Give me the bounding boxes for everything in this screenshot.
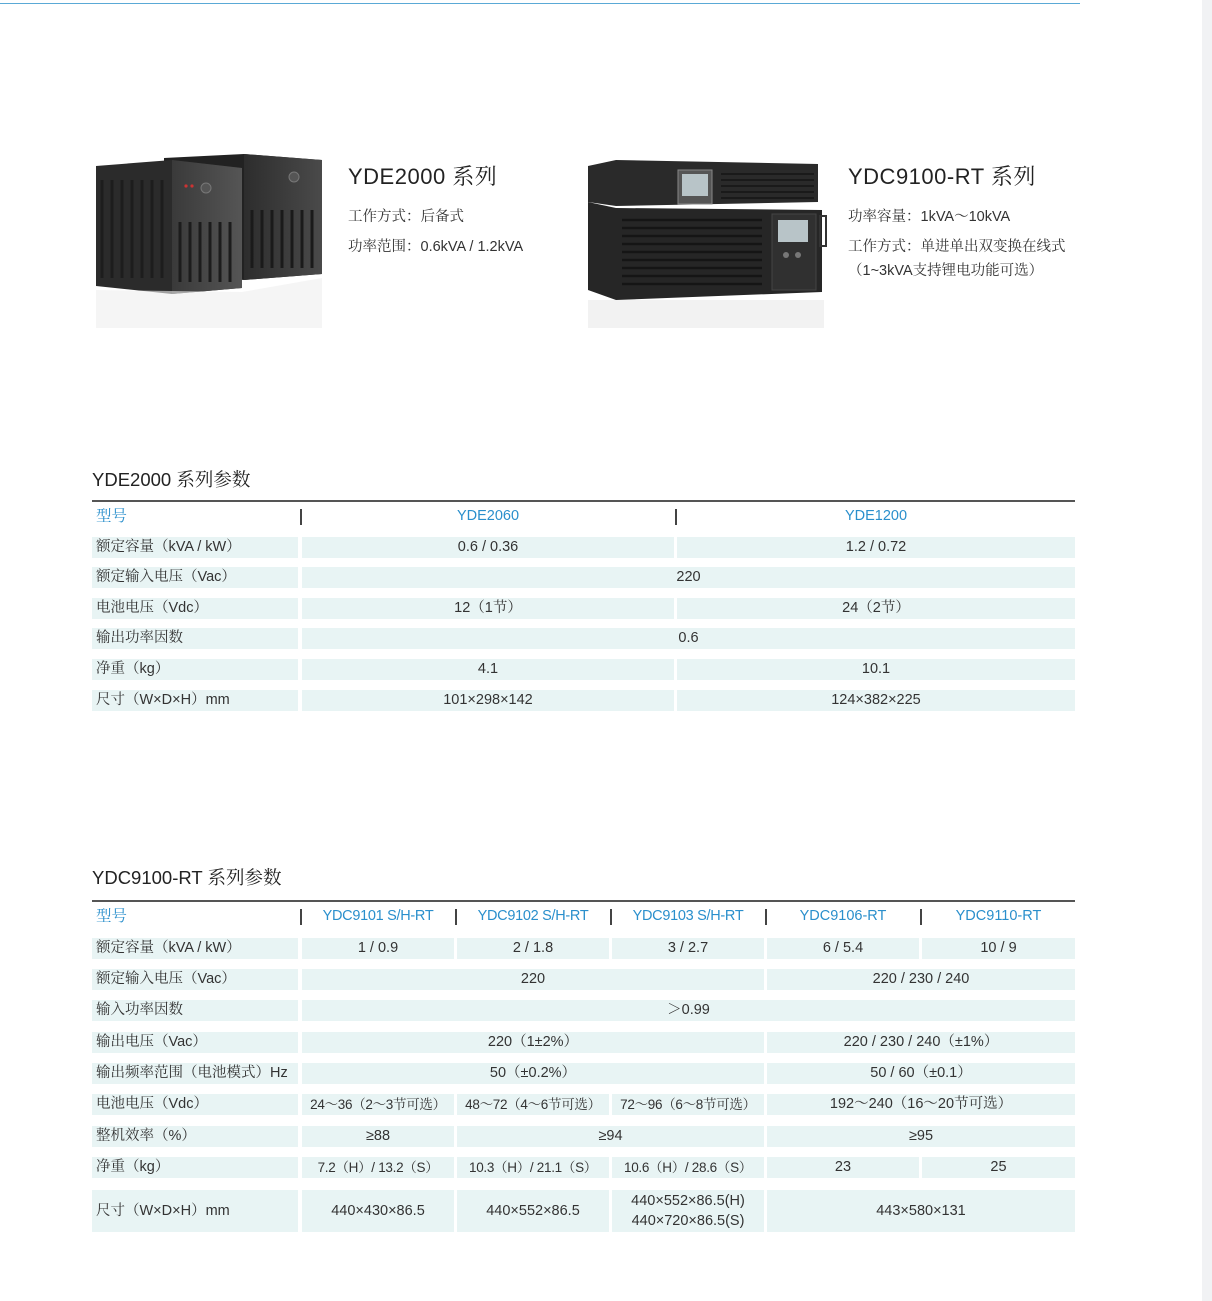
table1-header-row bbox=[92, 506, 1075, 527]
cell: 24～36（2～3节可选） bbox=[302, 1094, 454, 1115]
cell: ≥95 bbox=[767, 1126, 1075, 1147]
cell: 23 bbox=[767, 1157, 919, 1178]
table1-row bbox=[92, 628, 1075, 649]
cell: 220（1±2%） bbox=[302, 1032, 764, 1053]
cell bbox=[612, 1190, 764, 1232]
cell: 50（±0.2%） bbox=[302, 1063, 764, 1084]
row-label: 净重（kg） bbox=[92, 1157, 298, 1178]
row-label: 额定输入电压（Vac） bbox=[92, 969, 298, 990]
cell: 50 / 60（±0.1） bbox=[767, 1063, 1075, 1084]
cell: 192～240（16～20节可选） bbox=[767, 1094, 1075, 1115]
page-edge-bar bbox=[1202, 0, 1212, 1301]
cell: 10.1 bbox=[677, 659, 1075, 680]
cell: 48～72（4～6节可选） bbox=[457, 1094, 609, 1115]
product-spec-line: 功率范围：0.6kVA / 1.2kVA bbox=[348, 239, 524, 255]
product-spec-line: 功率容量：1kVA～10kVA bbox=[848, 209, 1011, 225]
table2-title: YDC9100-RT 系列参数 bbox=[92, 867, 282, 888]
row-label: 尺寸（W×D×H）mm bbox=[92, 690, 298, 711]
product-spec-line: （1~3kVA支持锂电功能可选） bbox=[848, 263, 1044, 279]
cell: 101×298×142 bbox=[302, 690, 674, 711]
cell: 440×552×86.5 bbox=[457, 1190, 609, 1232]
table1-top-rule bbox=[92, 500, 1075, 502]
row-label: 输出频率范围（电池模式）Hz bbox=[92, 1063, 298, 1084]
header-label: 型号 bbox=[96, 508, 128, 525]
cell: 443×580×131 bbox=[767, 1190, 1075, 1232]
product-spec-line: 工作方式：后备式 bbox=[348, 209, 464, 225]
model-ydc9101: YDC9101 S/H-RT bbox=[322, 908, 434, 924]
cell: 10 / 9 bbox=[922, 938, 1075, 959]
table1-row bbox=[92, 690, 1075, 711]
cell: 10.6（H）/ 28.6（S） bbox=[612, 1157, 764, 1178]
table2-row bbox=[92, 969, 1075, 990]
table2-row bbox=[92, 1063, 1075, 1084]
model-ydc9103: YDC9103 S/H-RT bbox=[632, 908, 744, 924]
row-label: 额定容量（kVA / kW） bbox=[92, 537, 298, 558]
ydc9100-product-image bbox=[586, 140, 830, 328]
cell: 24（2节） bbox=[677, 598, 1075, 619]
cell: 124×382×225 bbox=[677, 690, 1075, 711]
table1-row bbox=[92, 598, 1075, 619]
table2-header-row bbox=[92, 906, 1075, 927]
cell: 4.1 bbox=[302, 659, 674, 680]
cell-line: 440×720×86.5(S) bbox=[631, 1213, 745, 1229]
product-name: YDC9100-RT 系列 bbox=[848, 164, 1036, 189]
model-ydc9106: YDC9106-RT bbox=[799, 908, 887, 924]
cell: 10.3（H）/ 21.1（S） bbox=[457, 1157, 609, 1178]
row-label: 电池电压（Vdc） bbox=[92, 1094, 298, 1115]
yde2000-product-image bbox=[94, 150, 326, 328]
cell: 1.2 / 0.72 bbox=[677, 537, 1075, 558]
table2-row bbox=[92, 1094, 1075, 1115]
cell: 0.6 bbox=[302, 628, 1075, 649]
cell: 2 / 1.8 bbox=[457, 938, 609, 959]
table1-row bbox=[92, 659, 1075, 680]
row-label: 额定输入电压（Vac） bbox=[92, 567, 298, 588]
cell: ≥88 bbox=[302, 1126, 454, 1147]
top-rule bbox=[0, 3, 1080, 4]
cell: 1 / 0.9 bbox=[302, 938, 454, 959]
row-label: 输入功率因数 bbox=[92, 1000, 298, 1021]
cell: 3 / 2.7 bbox=[612, 938, 764, 959]
row-label: 输出电压（Vac） bbox=[92, 1032, 298, 1053]
cell: 220 / 230 / 240 bbox=[767, 969, 1075, 990]
cell: 0.6 / 0.36 bbox=[302, 537, 674, 558]
table1-title: YDE2000 系列参数 bbox=[92, 469, 251, 490]
row-label: 电池电压（Vdc） bbox=[92, 598, 298, 619]
row-label: 额定容量（kVA / kW） bbox=[92, 938, 298, 959]
cell: 220 / 230 / 240（±1%） bbox=[767, 1032, 1075, 1053]
table2-row bbox=[92, 1000, 1075, 1021]
model-yde2060: YDE2060 bbox=[456, 508, 520, 524]
row-label: 整机效率（%） bbox=[92, 1126, 298, 1147]
cell: 220 bbox=[302, 567, 1075, 588]
cell: 7.2（H）/ 13.2（S） bbox=[302, 1157, 454, 1178]
table1-row bbox=[92, 567, 1075, 588]
header-label: 型号 bbox=[96, 908, 128, 925]
cell: 25 bbox=[922, 1157, 1075, 1178]
table2-row bbox=[92, 1032, 1075, 1053]
cell: 440×430×86.5 bbox=[302, 1190, 454, 1232]
cell: ≥94 bbox=[457, 1126, 764, 1147]
table2-row bbox=[92, 1126, 1075, 1147]
table1-row bbox=[92, 537, 1075, 558]
row-label: 净重（kg） bbox=[92, 659, 298, 680]
row-label: 尺寸（W×D×H）mm bbox=[92, 1190, 298, 1232]
cell: 6 / 5.4 bbox=[767, 938, 919, 959]
table2-row bbox=[92, 938, 1075, 959]
cell: 72～96（6～8节可选） bbox=[612, 1094, 764, 1115]
yde2000-info bbox=[348, 160, 523, 259]
cell: ＞0.99 bbox=[302, 1000, 1075, 1021]
product-spec-line: 工作方式：单进单出双变换在线式 bbox=[848, 239, 1066, 255]
model-ydc9110: YDC9110-RT bbox=[955, 908, 1042, 924]
model-ydc9102: YDC9102 S/H-RT bbox=[477, 908, 589, 924]
cell-line: 440×552×86.5(H) bbox=[631, 1193, 745, 1209]
cell: 220 bbox=[302, 969, 764, 990]
table2-row bbox=[92, 1190, 1075, 1232]
table2-top-rule bbox=[92, 900, 1075, 902]
ydc9100-info bbox=[848, 160, 1066, 283]
row-label: 输出功率因数 bbox=[92, 628, 298, 649]
model-yde1200: YDE1200 bbox=[844, 508, 908, 524]
cell: 12（1节） bbox=[302, 598, 674, 619]
product-name: YDE2000 系列 bbox=[348, 164, 498, 189]
table2-row bbox=[92, 1157, 1075, 1178]
